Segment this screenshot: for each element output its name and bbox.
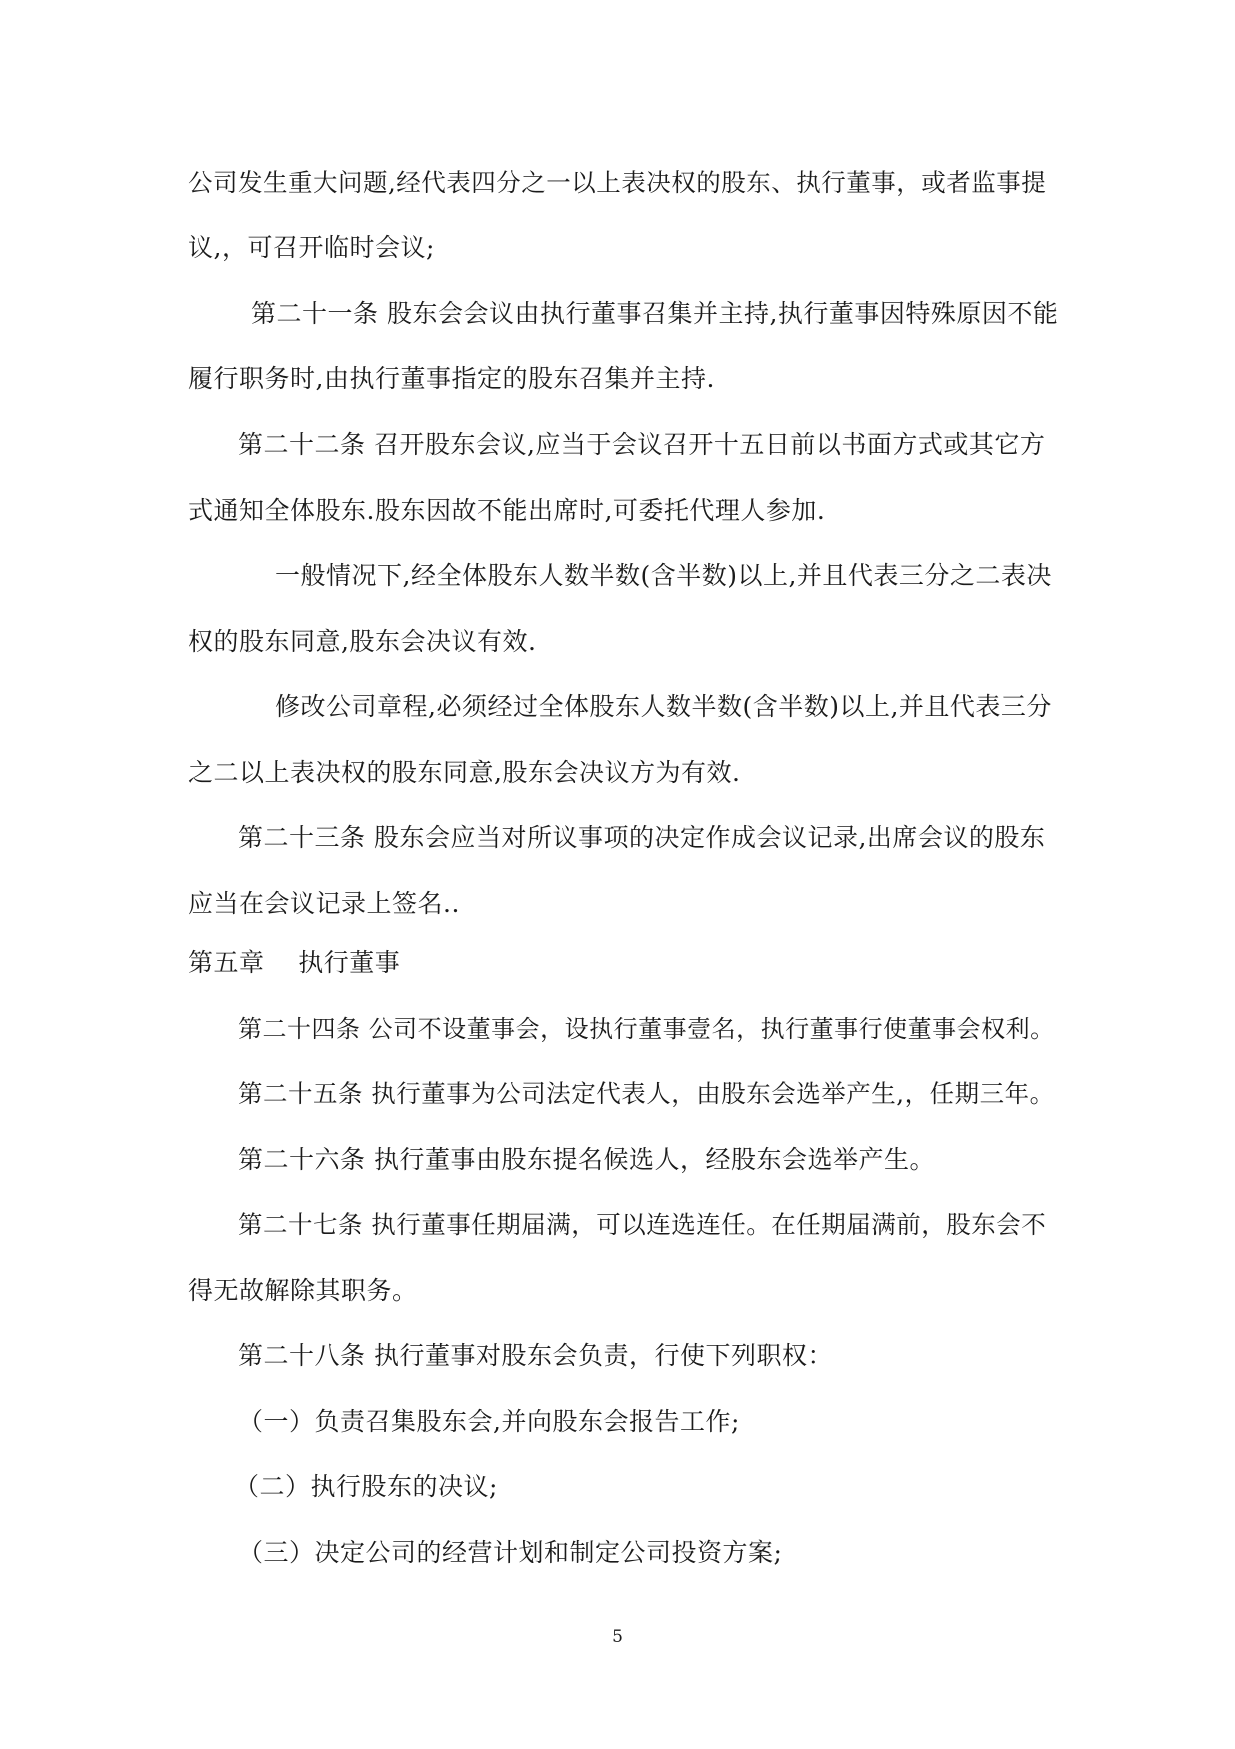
article-27-line: 第二十七条 执行董事任期届满，可以连选连任。在任期届满前，股东会不 (238, 1210, 1047, 1239)
text-line: 公司发生重大问题,经代表四分之一以上表决权的股东、执行董事，或者监事提 (188, 168, 1047, 197)
list-item: （二）执行股东的决议; (234, 1472, 498, 1501)
text-line: 一般情况下,经全体股东人数半数(含半数)以上,并且代表三分之二表决 (275, 561, 1052, 590)
text-line: 之二以上表决权的股东同意,股东会决议方为有效. (188, 758, 741, 787)
text-line: 应当在会议记录上签名.. (188, 889, 460, 918)
text-line: 履行职务时,由执行董事指定的股东召集并主持. (188, 364, 715, 393)
article-28-line: 第二十八条 执行董事对股东会负责，行使下列职权： (238, 1341, 833, 1370)
article-26-line: 第二十六条 执行董事由股东提名候选人，经股东会选举产生。 (238, 1145, 935, 1174)
page-number: 5 (612, 1627, 623, 1647)
article-25-line: 第二十五条 执行董事为公司法定代表人，由股东会选举产生,，任期三年。 (238, 1079, 1055, 1108)
article-22-line: 第二十二条 召开股东会议,应当于会议召开十五日前以书面方式或其它方 (238, 430, 1046, 459)
chapter-heading: 第五章 执行董事 (188, 948, 401, 977)
article-24-line: 第二十四条 公司不设董事会，设执行董事壹名，执行董事行使董事会权利。 (238, 1015, 1055, 1043)
article-21-line: 第二十一条 股东会会议由执行董事召集并主持,执行董事因特殊原因不能 (251, 299, 1059, 328)
text-line: 修改公司章程,必须经过全体股东人数半数(含半数)以上,并且代表三分 (275, 692, 1052, 721)
list-item: （三）决定公司的经营计划和制定公司投资方案; (238, 1538, 783, 1567)
text-line: 权的股东同意,股东会决议有效. (188, 627, 537, 656)
list-item: （一）负责召集股东会,并向股东会报告工作; (238, 1407, 740, 1436)
article-23-line: 第二十三条 股东会应当对所议事项的决定作成会议记录,出席会议的股东 (238, 823, 1046, 852)
text-line: 议,，可召开临时会议; (188, 233, 435, 262)
text-line: 式通知全体股东.股东因故不能出席时,可委托代理人参加. (188, 496, 826, 525)
text-line: 得无故解除其职务。 (188, 1276, 418, 1305)
